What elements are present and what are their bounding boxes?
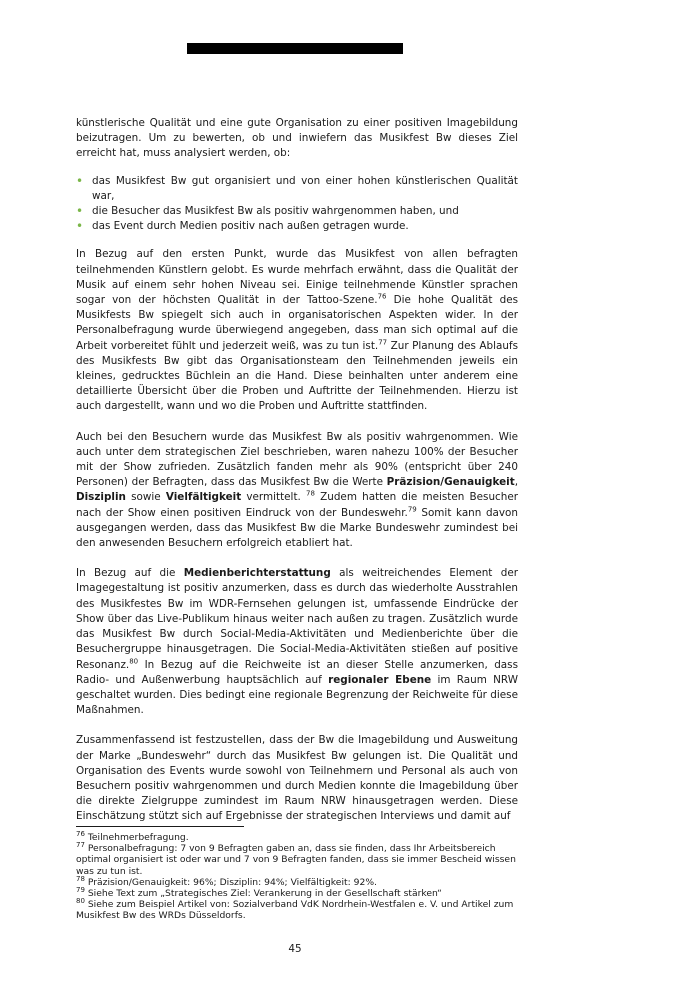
footnote-ref[interactable]: 80 xyxy=(129,657,139,666)
footnotes xyxy=(76,829,518,922)
list-item: • die Besucher das Musikfest Bw als positiv wahrgenommen haben, und xyxy=(76,204,459,219)
redaction-bar xyxy=(187,43,403,54)
footnote: $^{77}$ Personalbefragung: 7 von 9 Befragten gaben an, dass sie finden, dass Ihr Arbeitsbereich optimal organisiert ist oder war und 7 von 9 Befragten fanden, dass sie immer Bescheid wissen was zu tun ist. xyxy=(76,841,516,877)
paragraph-visitors: Auch bei den Besuchern wurde das Musikfest Bw als positiv wahrgenommen. Wie auch unter dem strategischen Ziel beschrieben, waren nahezu 100% der Besucher mit der Show zufrieden. Zusätzlich fanden mehr als 90% (entspricht über 240 Personen) der Befragten, dass das Musikfest Bw die Werte Präzision/Genauigkeit, Disziplin sowie Vielfältigkeit vermittelt. $^{78}$ Zudem hatten die meisten Besucher nach der Show einen positiven Eindruck von der Bundeswehr.$^{79}$ Somit kann davon ausgegangen werden, dass das Musikfest Bw die Marke Bundeswehr zumindest bei den anwesenden Besuchern erfolgreich etabliert hat. xyxy=(76,430,519,550)
list-item: • das Event durch Medien positiv nach außen getragen wurde. xyxy=(76,219,409,234)
body-text xyxy=(76,116,518,825)
footnote-ref[interactable]: 76 xyxy=(377,292,387,301)
footnote-divider xyxy=(76,826,244,827)
paragraph-intro: künstlerische Qualität und eine gute Organisation zu einer positiven Imagebildung beizutragen. Um zu bewerten, ob und inwiefern das Musikfest Bw dieses Ziel erreicht hat, muss analysiert werden, ob: xyxy=(76,117,518,160)
paragraph-media: In Bezug auf die Medienberichterstattung als weitreichendes Element der Imagegestaltung ist positiv anzumerken, dass es durch das wiederholte Ausstrahlen des Musikfestes Bw im WDR-Fernsehen gelungen ist, umfassende Eindrücke der Show über das Live-Publikum hinaus weiter nach außen zu tragen. Zusätzlich wurde das Musikfest Bw durch Social-Media-Aktivitäten und Medienberichte über die Besuchergruppe hinausgetragen. Die Social-Media-Aktivitäten stießen auf positive Resonanz.$^{80}$ In Bezug auf die Reichweite ist an dieser Stelle anzumerken, dass Radio- und Außenwerbung hauptsächlich auf regionaler Ebene im Raum NRW geschaltet wurden. Dies bedingt eine regionale Begrenzung der Reichweite für diese Maßnahmen. xyxy=(76,567,518,717)
footnote: $^{80}$ Siehe zum Beispiel Artikel von: Sozialverband VdK Nordrhein-Westfalen e. V. und Artikel zum Musikfest Bw des WRDs Düsseldorfs. xyxy=(76,897,514,922)
footnote: $^{79}$ Siehe Text zum „Strategisches Ziel: Verankerung in der Gesellschaft stärken“ xyxy=(76,885,442,900)
paragraph-organisation: In Bezug auf den ersten Punkt, wurde das Musikfest von allen befragten teilnehmenden Künstlern gelobt. Es wurde mehrfach erwähnt, dass die Qualität der Musik auf einem sehr hohen Niveau sei. Einige teilnehmende Künstler sprachen sogar von der höchsten Qualität in der Tattoo-Szene.$^{76}$ Die hohe Qualität des Musikfests Bw spiegelt sich auch in organisatorischen Aspekten wider. In der Personalbefragung wurde überwiegend angegeben, dass man sich optimal auf die Arbeit vorbereitet fühlt und jederzeit weiß, was zu tun ist.$^{77}$ Zur Planung des Ablaufs des Musikfests Bw gibt das Organisationsteam den Teilnehmenden jeweils ein kleines, gedrucktes Büchlein an die Hand. Diese beinhalten unter anderem eine detaillierte Übersicht über die Proben und Auftritte der Teilnehmenden. Hierzu ist auch dargestellt, wann und wo die Proben und Auftritte stattfinden. xyxy=(76,248,518,413)
footnote-ref[interactable]: 79 xyxy=(407,505,417,514)
footnote: $^{76}$ Teilnehmerbefragung. xyxy=(76,829,189,843)
footnote-ref[interactable]: 78 xyxy=(306,490,315,498)
bullet-icon: • xyxy=(76,204,84,219)
paragraph-summary: Zusammenfassend ist festzustellen, dass der Bw die Imagebildung und Ausweitung der Marke „Bundeswehr“ durch das Musikfest Bw gelungen ist. Die Qualität und Organisation des Events wurde sowohl von Teilnehmern und Personal als auch von Besuchern positiv wahrgenommen und durch Medien konnte die Imagebildung über die direkte Zielgruppe zumindest im Raum NRW hinausgetragen werden. Diese Einschätzung stützt sich auf Ergebnisse der strategischen Interviews und damit auf xyxy=(76,734,518,823)
page-number: 45 xyxy=(288,943,302,955)
footnote-ref[interactable]: 77 xyxy=(378,338,388,347)
bullet-list xyxy=(76,174,518,235)
footnote: $^{78}$ Präzision/Genauigkeit: 96%; Disziplin: 94%; Vielfältigkeit: 92%. xyxy=(76,874,377,888)
bullet-icon: • xyxy=(76,173,84,188)
list-item: • das Musikfest Bw gut organisiert und von einer hohen künstlerischen Qualität war, xyxy=(76,173,518,202)
bullet-icon: • xyxy=(76,219,84,234)
